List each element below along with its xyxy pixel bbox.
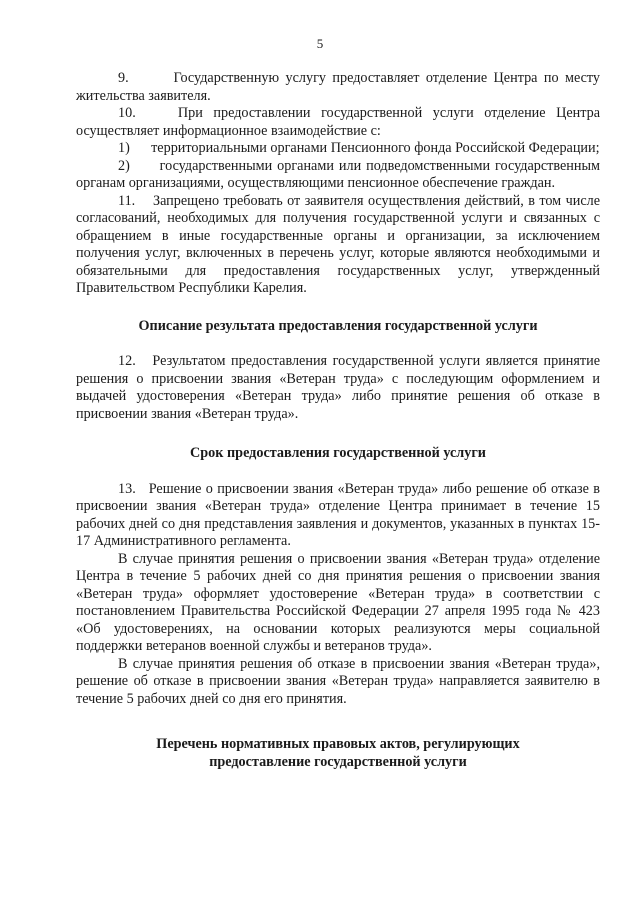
paragraph-13: 13. Решение о присвоении звания «Ветеран труда» либо решение об отказе в присвоении звания «Ветеран труда» отделение Центра принимает в течение 15 рабочих дней со дня представления заявления и документов, указанных в пунктах 15-17 Административного регламента. xyxy=(76,480,600,549)
heading-acts-line-2: предоставление государственной услуги xyxy=(209,753,467,770)
list-item-2: 2) государственными органами или подведомственными государственным органам организациями, осуществляющими пенсионное обеспечение граждан. xyxy=(76,157,600,191)
paragraph-9: 9. Государственную услугу предоставляет отделение Центра по месту жительства заявителя. xyxy=(76,70,600,104)
list-item-1: 1) территориальными органами Пенсионного фонда Российской Федерации; xyxy=(118,140,600,156)
paragraph-10: 10. При предоставлении государственной услуги отделение Центра осуществляет информационное взаимодействие с: xyxy=(76,105,600,139)
heading-term: Срок предоставления государственной услуги xyxy=(190,445,486,461)
paragraph-13-issue: В случае принятия решения о присвоении звания «Ветеран труда» отделение Центра в течение 5 рабочих дней со дня принятия решения о присвоении звания «Ветеран труда» оформляет удостоверение «Ветеран труда» в соответствии с постановлением Правительства Российской Федерации 27 апреля 1995 года № 423 «Об удостоверениях, на основании которых реализуются меры социальной поддержки ветеранов военной службы и ветеранов труда». xyxy=(76,550,600,654)
heading-result: Описание результата предоставления государственной услуги xyxy=(138,317,538,334)
paragraph-13-refusal: В случае принятия решения об отказе в присвоении звания «Ветеран труда», решение об отказе в присвоении звания «Ветеран труда» направляется заявителю в течение 5 рабочих дней со дня его принятия. xyxy=(76,655,600,707)
document-body xyxy=(76,70,600,771)
heading-acts-line-1: Перечень нормативных правовых актов, регулирующих xyxy=(156,736,520,752)
page-number: 5 xyxy=(316,36,324,51)
paragraph-12: 12. Результатом предоставления государственной услуги является принятие решения о присвоении звания «Ветеран труда» с последующим оформлением и выдачей удостоверения «Ветеран труда» либо принятие решения об отказе в присвоении звания «Ветеран труда». xyxy=(76,353,600,422)
paragraph-11: 11. Запрещено требовать от заявителя осуществления действий, в том числе согласований, необходимых для получения государственной услуги и связанных с обращением в иные государственные органы и организации, за исключением получения услуг, включенных в перечень услуг, которые являются необходимыми и обязательными для предоставления государственных услуг, утвержденный Правительством Республики Карелия. xyxy=(76,192,600,296)
